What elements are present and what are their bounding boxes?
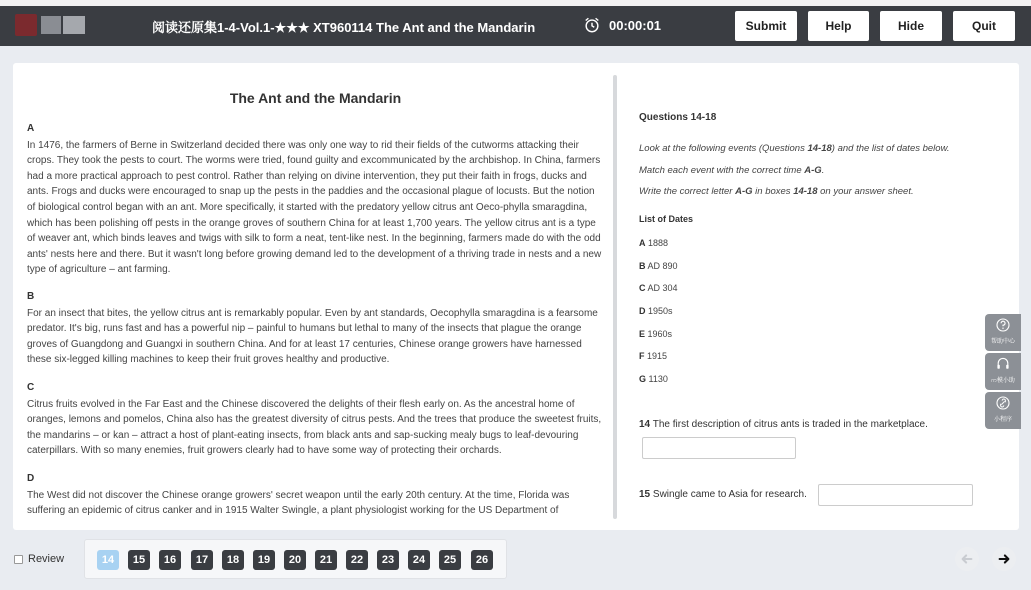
quit-button[interactable]: Quit: [953, 11, 1015, 41]
question-nav-button[interactable]: 25: [439, 550, 461, 570]
question-nav-button[interactable]: 21: [315, 550, 337, 570]
timer-value: 00:00:01: [609, 17, 662, 33]
hide-button[interactable]: Hide: [880, 11, 942, 41]
paragraph-c: [27, 380, 605, 459]
question-nav-button[interactable]: 16: [159, 550, 181, 570]
arrow-left-icon: [960, 552, 974, 566]
date-option: F 1915: [639, 351, 668, 361]
paragraph-text: For an insect that bites, the yellow citrus ant is remarkably popular. Even by ant standards, Oecophylla smaragdina is a fearsome predator. It's big, runs fast and has a powerful nip – painful to humans but lethal to many of the insects that plague the orange groves of Guangdong and Guangxi in southern China. And for at least 17 centuries, Chinese orange growers have harnessed these six-legged killing machines to keep their fruit groves healthy and productive.: [27, 307, 598, 366]
test-title: 阅读还原集1-4-Vol.1-★★★ XT960114 The Ant and the Mandarin: [152, 20, 536, 35]
questions-heading: Questions 14-18: [639, 112, 717, 123]
paragraph-text: The West did not discover the Chinese orange growers' secret weapon until the early 20th century. At the time, Florida was suffering an epidemic of citrus canker and in 1915 Walter Swingle, a plant physiologist working for the US Department of: [27, 489, 570, 517]
help-button[interactable]: Help: [808, 11, 869, 41]
question-nav-button[interactable]: 14: [97, 550, 119, 570]
review-checkbox[interactable]: [14, 555, 23, 564]
question-navigator: [84, 539, 507, 579]
instruction-line: Match each event with the correct time A-G.: [639, 165, 825, 176]
question-nav-button[interactable]: 23: [377, 550, 399, 570]
question-nav-button[interactable]: 15: [128, 550, 150, 570]
paragraph-text: Citrus fruits evolved in the Far East and the Chinese discovered the delights of their flesh early on. As the ancestral home of oranges, lemons and pomelos, China also has the greatest diversity of citrus pests. And the trees that produce the sweetest fruits, the mandarins – or kan – attract a host of plant-eating insects, from black ants and sap-sucking mealy bugs to leaf-devouring caterpillars. With so many enemies, fruit growers clearly had to have some way of protecting their orchards.: [27, 398, 602, 457]
passage-pane[interactable]: [13, 63, 613, 530]
list-of-dates-title: List of Dates: [639, 214, 694, 224]
paragraph-label: A: [27, 123, 35, 134]
review-toggle[interactable]: [14, 553, 64, 565]
instruction-line: Write the correct letter A-G in boxes 14-18 on your answer sheet.: [639, 186, 914, 197]
instruction-line: Look at the following events (Questions 14-18) and the list of dates below.: [639, 143, 950, 154]
question-circle-icon: [995, 317, 1011, 333]
paragraph-text: In 1476, the farmers of Berne in Switzerland decided there was only one way to rid their fields of the cutworms attacking their crops. They took the pests to court. The worms were tried, found guilty and excommunicated by the archbishop. In China, farmers had a more practical approach to pest control. Rather than relying on divine intervention, they put their faith in frogs, ducks and ants. Frogs and ducks were encouraged to snap up the pests in the paddies and the occasional plague of locusts. But the notion of biological control began with an ant. More specifically, it started with the predatory yellow citrus ant Oeco-phylla smaragdina, which has been polishing off pests in the orange groves of southern China for at least 1,700 years. The yellow citrus ant is a type of weaver ant, which binds leaves and twigs with silk to form a neat, tent-like nest. In the beginning, farmers made do with the odd ants' nests here and there. But it wasn't long before growing demand led to the development of a thriving trade in nests and a new type of agriculture – ant farming.: [27, 139, 602, 276]
submit-button[interactable]: Submit: [735, 11, 797, 41]
question-nav-button[interactable]: 20: [284, 550, 306, 570]
date-option: B AD 890: [639, 261, 678, 271]
answer-15-input[interactable]: [818, 484, 973, 506]
questions-pane: [639, 63, 999, 530]
paragraph-label: C: [27, 382, 35, 393]
question-nav-button[interactable]: 22: [346, 550, 368, 570]
question-nav-button[interactable]: 26: [471, 550, 493, 570]
alarm-clock-icon: [583, 16, 601, 34]
question-nav-button[interactable]: 19: [253, 550, 275, 570]
previous-button[interactable]: [955, 547, 979, 571]
date-option: A 1888: [639, 238, 669, 248]
arrow-right-icon: [997, 552, 1011, 566]
paragraph-b: [27, 289, 605, 368]
pane-resize-handle[interactable]: [613, 75, 617, 519]
timer: [583, 16, 661, 34]
help-center-tool[interactable]: [985, 314, 1021, 351]
passage-title: The Ant and the Mandarin: [229, 90, 402, 106]
question-nav-button[interactable]: 24: [408, 550, 430, 570]
answer-14-input[interactable]: [642, 437, 796, 459]
paragraph-label: D: [27, 473, 35, 484]
date-option: E 1960s: [639, 329, 673, 339]
side-tool-label: 帮助中心: [990, 339, 1015, 345]
side-tool-label: 小程序: [993, 417, 1012, 423]
paragraph-label: B: [27, 291, 35, 302]
question-14: 14 The first description of citrus ants is traded in the marketplace.: [639, 419, 928, 430]
date-option: G 1130: [639, 374, 668, 384]
side-tool-label: က模小助: [991, 378, 1015, 384]
link-icon: [995, 395, 1011, 411]
review-label: Review: [28, 553, 65, 565]
paragraph-a: [27, 121, 605, 278]
question-15: 15 Swingle came to Asia for research.: [639, 489, 807, 500]
mini-program-tool[interactable]: [985, 392, 1021, 429]
next-button[interactable]: [992, 547, 1016, 571]
content-panel: [13, 63, 1019, 530]
header-bar: [0, 6, 1031, 46]
date-option: C AD 304: [639, 283, 678, 293]
question-nav-button[interactable]: 18: [222, 550, 244, 570]
headset-icon: [995, 356, 1011, 372]
question-nav-button[interactable]: 17: [191, 550, 213, 570]
user-avatar: [15, 14, 87, 36]
paragraph-d: [27, 471, 605, 519]
assistant-tool[interactable]: [985, 353, 1021, 390]
date-option: D 1950s: [639, 306, 673, 316]
